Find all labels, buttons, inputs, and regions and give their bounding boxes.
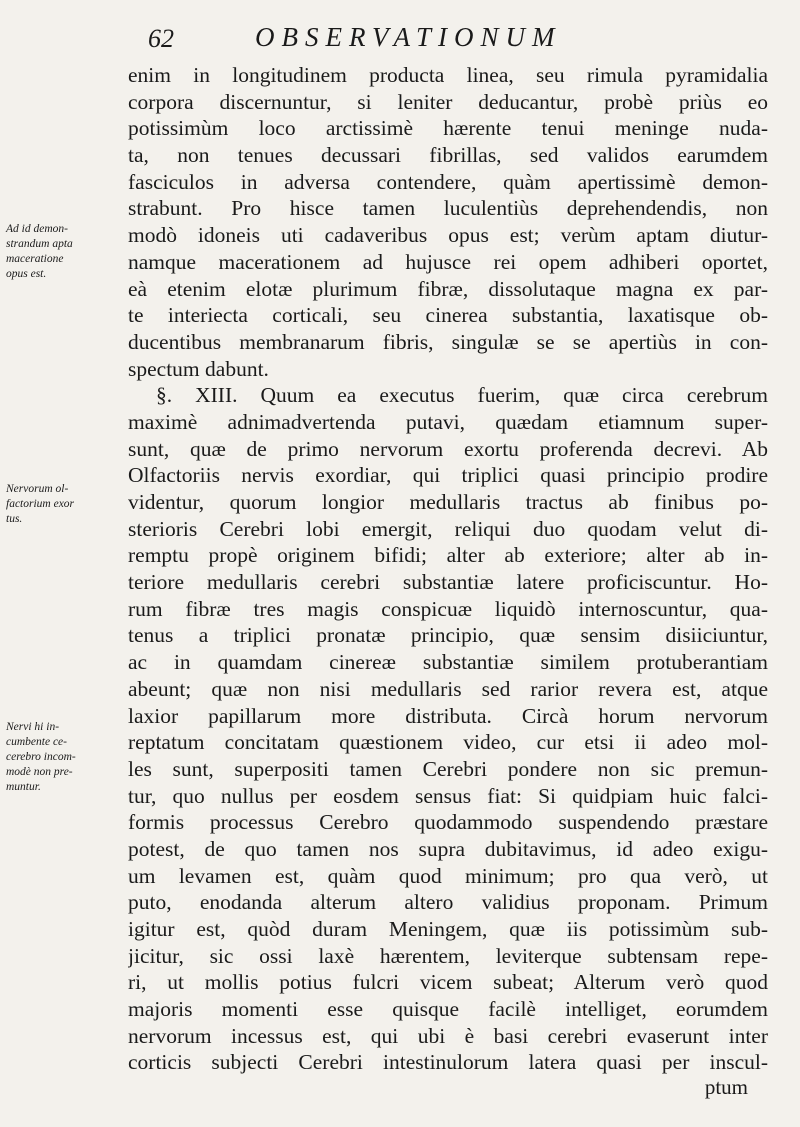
text-line: corpora discernuntur, si leniter deducantur, probè priùs eo <box>128 89 768 114</box>
text-line: te interiecta corticali, seu cinerea substantia, laxatisque ob- <box>128 303 768 328</box>
text-line: puto, enodanda alterum altero validius proponam. Primum <box>128 890 768 915</box>
text-line: ducentibus membranarum fibris, singulæ se se apertiùs in con- <box>128 329 768 354</box>
body-text <box>128 62 768 1076</box>
text-line: majoris momenti esse quisque facilè intelliget, eorumdem <box>128 997 768 1022</box>
text-line: spectum dabunt. <box>128 356 269 381</box>
running-title: OBSERVATIONUM <box>255 22 562 52</box>
note-line: opus est. <box>6 268 47 280</box>
note-line: tus. <box>6 513 23 525</box>
catchword: ptum <box>704 1075 748 1099</box>
text-line: remptu propè originem bifidi; alter ab exteriore; alter ab in- <box>128 543 768 568</box>
text-line: eà etenim elotæ plurimum fibræ, dissolutaque magna ex par- <box>128 276 768 301</box>
text-line: reptatum concitatam quæstionem video, cur etsi ii adeo mol- <box>128 730 768 755</box>
section-heading-line: §. XIII. Quum ea executus fuerim, quæ circa cerebrum <box>156 383 768 408</box>
note-line: muntur. <box>6 781 41 793</box>
note-line: maceratione <box>6 253 64 265</box>
note-line: Nervi hi in- <box>6 721 60 733</box>
note-line: strandum apta <box>6 238 73 250</box>
text-line: maximè adnimadvertenda putavi, quædam etiamnum super- <box>128 409 768 434</box>
marginal-note-maceration <box>6 222 128 282</box>
text-line: namque macerationem ad hujusce rei opem adhiberi oportet, <box>128 249 768 274</box>
text-line: potest, de quo tamen nos supra dubitavimus, id adeo exigu- <box>128 836 768 861</box>
marginal-note-nerves-not-pressed <box>6 720 128 795</box>
text-line: ri, ut mollis potius fulcri vicem subeat; Alterum verò quod <box>128 970 768 995</box>
note-line: modè non pre- <box>6 766 73 778</box>
text-line: um levamen est, quàm quod minimum; pro qua verò, ut <box>128 863 768 888</box>
text-line: fasciculos in adversa contendere, quàm apertissimè demon- <box>128 169 768 194</box>
text-line: sunt, quæ de primo nervorum exortu proferenda decrevi. Ab <box>128 436 768 461</box>
text-line: abeunt; quæ non nisi medullaris sed rarior revera est, atque <box>128 676 768 701</box>
text-line: strabunt. Pro hisce tamen luculentiùs deprehendendis, non <box>128 196 768 221</box>
text-line: modò idoneis uti cadaveribus opus est; verùm aptam diutur- <box>128 223 768 248</box>
text-line: formis processus Cerebro quodammodo suspendendo præstare <box>128 810 768 835</box>
text-line: sterioris Cerebri lobi emergit, reliqui duo quodam velut di- <box>128 516 768 541</box>
note-line: cerebro incom- <box>6 751 76 763</box>
text-line: igitur est, quòd duram Meningem, quæ iis potissimùm sub- <box>128 917 768 941</box>
note-line: factorium exor <box>6 498 75 510</box>
text-line: corticis subjecti Cerebri intestinulorum latera quasi per inscul- <box>128 1050 768 1075</box>
text-line: videntur, quorum longior medullaris tractus ab finibus po- <box>128 490 768 514</box>
text-line: teriore medullaris cerebri substantiæ latere proficiscuntur. Ho- <box>128 570 768 595</box>
text-line: Olfactoriis nervis exordiar, qui triplici quasi principio prodire <box>128 463 768 488</box>
text-line: ac in quamdam cinereæ substantiæ similem protuberantiam <box>128 650 768 675</box>
text-line: ta, non tenues decussari fibrillas, sed validos earumdem <box>128 143 768 168</box>
text-line: tur, quo nullus per eosdem sensus fiat: Si quidpiam huic falci- <box>128 783 768 808</box>
text-line: rum fibræ tres magis conspicuæ liquidò internoscuntur, qua- <box>128 596 768 621</box>
text-line: potissimùm loco arctissimè hærente tenui meninge nuda- <box>128 116 768 141</box>
text-line: nervorum incessus est, qui ubi è basi cerebri evaserunt inter <box>128 1023 768 1048</box>
text-line: jicitur, sic ossi laxè hærentem, leviterque subtensam repe- <box>128 943 768 968</box>
marginal-note-olfactory-nerves <box>6 482 128 527</box>
text-line: les sunt, superpositi tamen Cerebri pondere non sic premun- <box>128 756 768 781</box>
text-line: tenus a triplici pronatæ principio, quæ sensim disiiciuntur, <box>128 623 768 648</box>
text-line: laxior papillarum more distributa. Circà horum nervorum <box>128 703 768 728</box>
page-header <box>0 18 800 58</box>
note-line: Ad id demon- <box>6 223 68 235</box>
note-line: Nervorum ol- <box>6 483 69 495</box>
page-number: 62 <box>148 24 174 53</box>
text-line: enim in longitudinem producta linea, seu rimula pyramidalia <box>128 63 768 87</box>
note-line: cumbente ce- <box>6 736 67 748</box>
